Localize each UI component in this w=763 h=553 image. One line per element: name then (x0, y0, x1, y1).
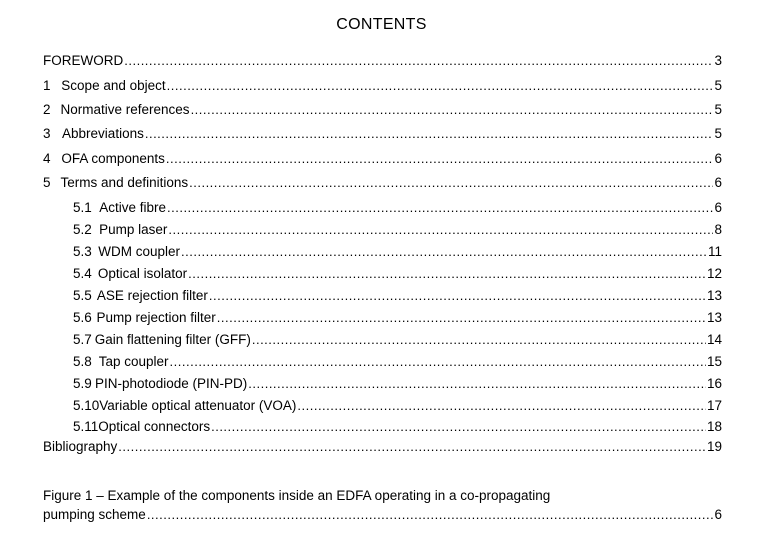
figure-entry-caption-line2: pumping scheme (43, 507, 146, 522)
toc-entry-title: FOREWORD (43, 53, 124, 68)
toc-entry-title: Tap coupler (98, 354, 169, 369)
leader-dots (181, 243, 707, 261)
toc-entry-wdm-coupler[interactable] (73, 243, 722, 261)
toc-entry-pump-laser[interactable] (73, 221, 722, 239)
toc-entry-number: 5 (43, 175, 51, 190)
leader-dots (166, 150, 714, 168)
toc-entry-ase-rejection-filter[interactable] (73, 287, 722, 305)
figure-entry-1[interactable] (43, 506, 722, 524)
toc-entry-title: Optical connectors (98, 419, 211, 434)
toc-entry-page: 6 (714, 151, 722, 166)
toc-entry-optical-isolator[interactable] (73, 265, 722, 283)
toc-entry-number: 5.1 (73, 200, 92, 215)
toc-entry-number: 3 (43, 126, 51, 141)
leader-dots (118, 438, 706, 456)
toc-entry-active-fibre[interactable] (73, 199, 722, 217)
toc-entry-number: 5.6 (73, 310, 92, 325)
toc-entry-title: OFA components (61, 151, 165, 166)
toc-entry-terms-definitions[interactable] (43, 174, 722, 192)
toc-entry-page: 3 (714, 53, 722, 68)
toc-entry-number: 5.2 (73, 222, 92, 237)
toc-entry-page: 16 (706, 376, 722, 391)
leader-dots (297, 397, 706, 415)
toc-entry-ofa-components[interactable] (43, 150, 722, 168)
toc-entry-page: 13 (706, 310, 722, 325)
leader-dots (248, 375, 706, 393)
toc-entry-title: Scope and object (61, 78, 166, 93)
toc-entry-page: 6 (714, 200, 722, 215)
toc-entry-page: 6 (714, 175, 722, 190)
toc-entry-page: 8 (714, 222, 722, 237)
toc-entry-title: ASE rejection filter (96, 288, 208, 303)
toc-entry-title: Pump laser (99, 222, 168, 237)
toc-entry-number: 5.3 (73, 244, 92, 259)
leader-dots (189, 174, 713, 192)
leader-dots (147, 506, 714, 524)
leader-dots (211, 418, 706, 436)
toc-entry-page: 13 (706, 288, 722, 303)
toc-entry-title: Optical isolator (97, 266, 188, 281)
toc-entry-foreword[interactable] (43, 52, 722, 70)
toc-entry-title: PIN-photodiode (PIN-PD) (94, 376, 248, 391)
leader-dots (188, 265, 706, 283)
toc-entry-title: WDM coupler (98, 244, 180, 259)
toc-entry-title: Active fibre (99, 200, 166, 215)
leader-dots (167, 77, 714, 95)
figure-entry-caption-line1[interactable]: Figure 1 – Example of the components inside an EDFA operating in a co-propagating (43, 488, 551, 503)
toc-entry-number: 5.8 (73, 354, 92, 369)
toc-entry-title: Bibliography (43, 439, 118, 454)
toc-entry-number: 5.7 (73, 332, 92, 347)
figure-entry-page: 6 (714, 507, 722, 522)
toc-entry-bibliography[interactable] (43, 438, 722, 456)
leader-dots (170, 353, 706, 371)
page-title: CONTENTS (336, 16, 427, 33)
toc-entry-title: Pump rejection filter (96, 310, 216, 325)
toc-entry-page: 17 (706, 398, 722, 413)
toc-entry-abbreviations[interactable] (43, 125, 722, 143)
leader-dots (191, 101, 714, 119)
toc-entry-optical-connectors[interactable] (73, 418, 722, 436)
toc-entry-number: 1 (43, 78, 51, 93)
toc-entry-number: 2 (43, 102, 51, 117)
toc-entry-pump-rejection-filter[interactable] (73, 309, 722, 327)
toc-entry-title: Gain flattening filter (GFF) (94, 332, 251, 347)
toc-entry-title: Terms and definitions (60, 175, 189, 190)
toc-entry-page: 5 (714, 126, 722, 141)
toc-entry-page: 14 (706, 332, 722, 347)
leader-dots (124, 52, 713, 70)
toc-entry-page: 18 (706, 419, 722, 434)
toc-entry-page: 12 (706, 266, 722, 281)
toc-entry-number: 5.5 (73, 288, 92, 303)
toc-entry-title: Normative references (60, 102, 190, 117)
toc-entry-variable-optical-attenuator[interactable] (73, 397, 722, 415)
leader-dots (209, 287, 706, 305)
toc-entry-page: 15 (706, 354, 722, 369)
toc-entry-normative-references[interactable] (43, 101, 722, 119)
toc-entry-number: 5.10 (73, 398, 100, 413)
toc-entry-tap-coupler[interactable] (73, 353, 722, 371)
toc-entry-page: 5 (714, 78, 722, 93)
toc-entry-title: Variable optical attenuator (VOA) (99, 398, 297, 413)
leader-dots (145, 125, 714, 143)
leader-dots (217, 309, 706, 327)
toc-entry-page: 19 (706, 439, 722, 454)
leader-dots (167, 199, 713, 217)
toc-entry-page: 5 (714, 102, 722, 117)
toc-entry-number: 4 (43, 151, 51, 166)
toc-entry-number: 5.11 (73, 419, 99, 434)
toc-entry-number: 5.9 (73, 376, 92, 391)
toc-entry-pin-photodiode[interactable] (73, 375, 722, 393)
leader-dots (252, 331, 706, 349)
toc-entry-title: Abbreviations (62, 126, 144, 141)
toc-entry-number: 5.4 (73, 266, 92, 281)
leader-dots (168, 221, 713, 239)
toc-entry-gain-flattening-filter[interactable] (73, 331, 722, 349)
toc-entry-page: 11 (707, 244, 722, 259)
toc-entry-scope[interactable] (43, 77, 722, 95)
